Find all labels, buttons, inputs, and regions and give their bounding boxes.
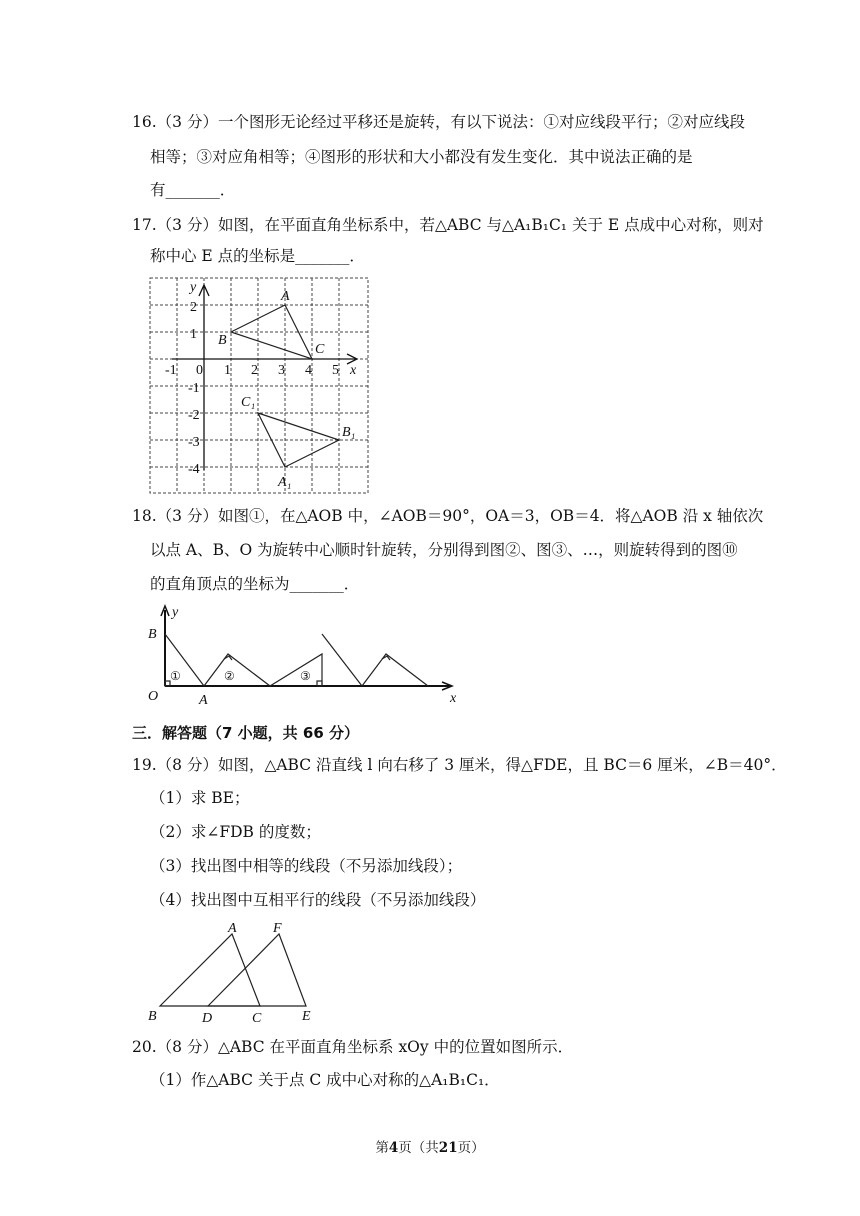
q16-line2: 相等；③对应角相等；④图形的形状和大小都没有发生变化．其中说法正确的是 — [150, 148, 693, 166]
q18-label-o: O — [148, 689, 159, 704]
page-footer — [0, 1136, 860, 1156]
q17-xtick: 5 — [332, 363, 339, 378]
q17-ytick: 2 — [190, 300, 197, 315]
q19-sub1: （1）求 BE； — [150, 789, 250, 807]
q19-line1: 19.（8 分）如图，△ABC 沿直线 l 向右移了 3 厘米，得△FDE，且 BC＝6 厘米，∠B＝40°． — [132, 756, 787, 774]
q18-line3: 的直角顶点的坐标为_______． — [150, 575, 360, 593]
q17-label-c: C — [315, 342, 325, 357]
q17-line2: 称中心 E 点的坐标是_______． — [150, 247, 365, 265]
footer-page-number: 4 — [388, 1140, 399, 1156]
q19-label-c: C — [252, 1011, 262, 1025]
q19-sub4: （4）找出图中互相平行的线段（不另添加线段） — [150, 891, 486, 909]
q18-line1: 18.（3 分）如图①，在△AOB 中，∠AOB＝90°，OA＝3，OB＝4．将△AOB 沿 x 轴依次 — [132, 507, 764, 525]
q20-sub1: （1）作△ABC 关于点 C 成中心对称的△A₁B₁C₁． — [150, 1071, 500, 1089]
q19-triangle-fde — [208, 934, 306, 1006]
q18-label-b: B — [148, 627, 157, 642]
q17-label-a1: A₁ — [278, 475, 292, 490]
q18-line2: 以点 A、B、O 为旋转中心顺时针旋转，分别得到图②、图③、…，则旋转得到的图⑩ — [150, 541, 738, 559]
section-heading: 三．解答题（7 小题，共 66 分） — [132, 724, 359, 742]
footer-total-pages: 21 — [438, 1140, 458, 1156]
q18-label-fig1: ① — [170, 669, 181, 683]
q17-axis-y-label: y — [190, 280, 197, 295]
q19-label-e: E — [302, 1009, 311, 1024]
q19-sub3: （3）找出图中相等的线段（不另添加线段）； — [150, 857, 463, 875]
q17-ytick: -3 — [188, 435, 200, 450]
q17-xtick: 1 — [224, 363, 231, 378]
q17-label-b: B — [218, 333, 227, 348]
q17-ytick: -2 — [188, 408, 200, 423]
q18-label-a: A — [199, 693, 208, 708]
q17-xtick: 4 — [305, 363, 312, 378]
footer-suffix: 页） — [457, 1140, 485, 1156]
q19-label-d: D — [202, 1011, 213, 1025]
q16-line1: 16.（3 分）一个图形无论经过平移还是旋转，有以下说法：①对应线段平行；②对应线段 — [132, 113, 745, 131]
q18-label-y: y — [172, 605, 179, 620]
q19-label-b: B — [148, 1009, 157, 1024]
q20-line1: 20.（8 分）△ABC 在平面直角坐标系 xOy 中的位置如图所示． — [132, 1038, 574, 1056]
q19-label-f: F — [273, 921, 282, 936]
q17-line1: 17.（3 分）如图，在平面直角坐标系中，若△ABC 与△A₁B₁C₁ 关于 E 点成中心对称，则对 — [132, 216, 764, 234]
q17-axis-x-label: x — [350, 363, 357, 378]
q17-label-c1: C₁ — [241, 395, 256, 410]
q17-xtick: 3 — [278, 363, 285, 378]
q17-grid — [150, 278, 368, 493]
q19-sub2: （2）求∠FDB 的度数； — [150, 823, 321, 841]
q18-label-x: x — [450, 691, 457, 706]
footer-mid: 页（共 — [398, 1140, 439, 1156]
q17-label-b1: B₁ — [342, 425, 356, 440]
q19-triangle-abc — [160, 934, 260, 1006]
q16-line3: 有_______． — [150, 181, 236, 199]
q17-xtick: 0 — [196, 363, 203, 378]
q18-rotation-figure — [140, 600, 470, 710]
q17-ytick: 1 — [190, 327, 197, 342]
q17-xtick: 2 — [251, 363, 258, 378]
q17-xtick: -1 — [165, 363, 177, 378]
q17-ytick: -4 — [188, 462, 200, 477]
q17-ytick: -1 — [188, 381, 200, 396]
q18-triangles — [165, 634, 428, 686]
q17-coordinate-figure — [140, 272, 380, 498]
q18-label-fig2: ② — [224, 669, 235, 683]
q19-label-a: A — [228, 921, 237, 936]
q17-label-a: A — [281, 289, 290, 304]
q19-translation-figure — [140, 915, 340, 1025]
footer-prefix: 第 — [375, 1140, 389, 1156]
q18-label-fig3: ③ — [300, 669, 311, 683]
